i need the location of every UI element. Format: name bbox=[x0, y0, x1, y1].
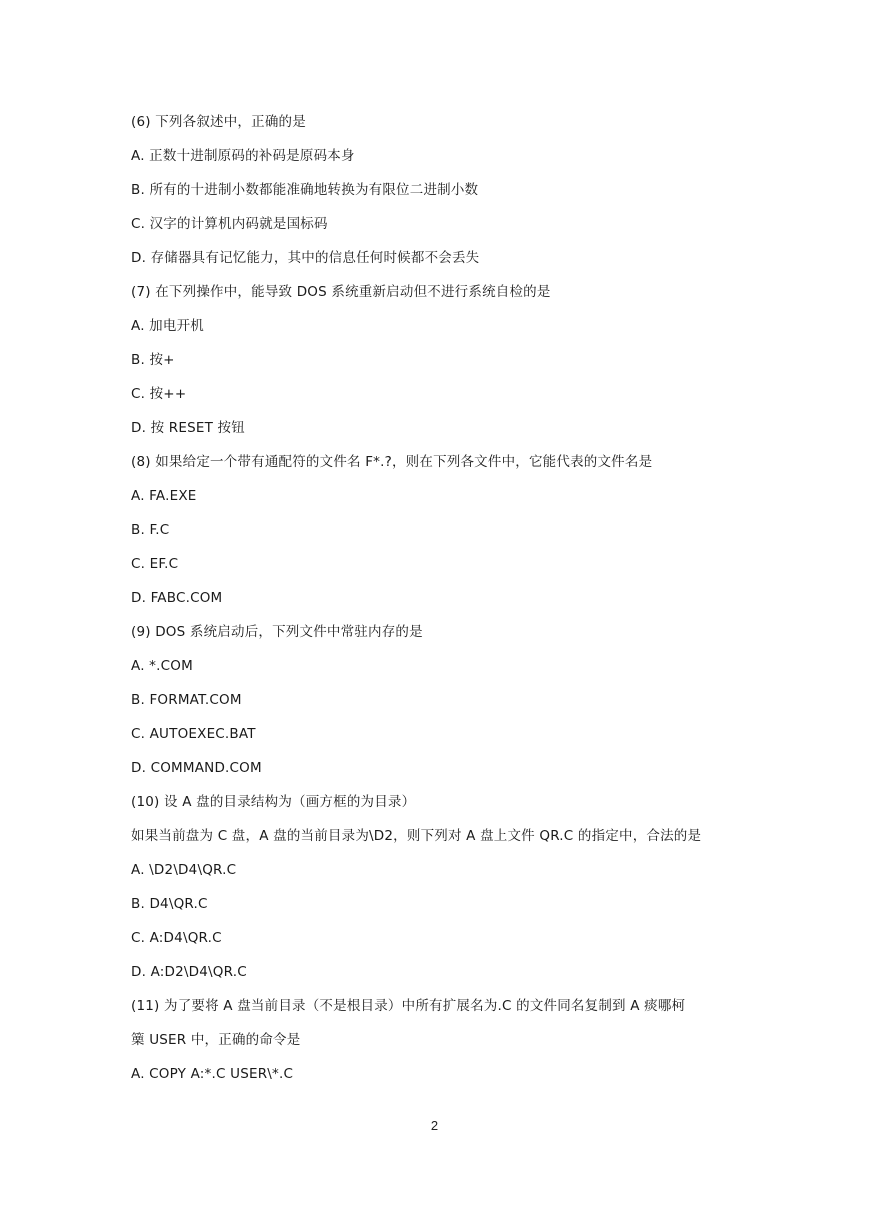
question-7-stem: (7) 在下列操作中，能导致 DOS 系统重新启动但不进行系统自检的是 bbox=[131, 284, 551, 300]
question-8-option-a: A. FA.EXE bbox=[131, 488, 197, 504]
question-7-option-b: B. 按+ bbox=[131, 352, 175, 368]
question-8-stem: (8) 如果给定一个带有通配符的文件名 F*.?，则在下列各文件中，它能代表的文件名是 bbox=[131, 454, 653, 470]
question-10-stem: (10) 设 A 盘的目录结构为（画方框的为目录） bbox=[131, 794, 416, 810]
question-6-stem: (6) 下列各叙述中，正确的是 bbox=[131, 114, 306, 130]
question-9-option-c: C. AUTOEXEC.BAT bbox=[131, 726, 256, 742]
question-10-option-c: C. A:D4\QR.C bbox=[131, 930, 222, 946]
question-6-option-b: B. 所有的十进制小数都能准确地转换为有限位二进制小数 bbox=[131, 182, 479, 198]
question-9-stem: (9) DOS 系统启动后，下列文件中常驻内存的是 bbox=[131, 624, 423, 640]
question-8-option-d: D. FABC.COM bbox=[131, 590, 223, 606]
question-6-option-d: D. 存储器具有记忆能力，其中的信息任何时候都不会丢失 bbox=[131, 250, 480, 266]
question-9-option-b: B. FORMAT.COM bbox=[131, 692, 242, 708]
question-11-stem-line-2: 篥 USER 中，正确的命令是 bbox=[131, 1032, 301, 1048]
question-11-option-a: A. COPY A:*.C USER\*.C bbox=[131, 1066, 294, 1082]
question-10-option-b: B. D4\QR.C bbox=[131, 896, 208, 912]
question-9-option-a: A. *.COM bbox=[131, 658, 193, 674]
question-11-stem-line-1: (11) 为了要将 A 盘当前目录（不是根目录）中所有扩展名为.C 的文件同名复制到 A 痰哪柯 bbox=[131, 998, 686, 1014]
question-6-option-c: C. 汉字的计算机内码就是国标码 bbox=[131, 216, 328, 232]
question-10-option-a: A. \D2\D4\QR.C bbox=[131, 862, 237, 878]
question-10-option-d: D. A:D2\D4\QR.C bbox=[131, 964, 247, 980]
page-number: 2 bbox=[430, 1118, 439, 1133]
question-8-option-c: C. EF.C bbox=[131, 556, 179, 572]
question-7-option-a: A. 加电开机 bbox=[131, 318, 204, 334]
question-8-option-b: B. F.C bbox=[131, 522, 170, 538]
question-7-option-c: C. 按++ bbox=[131, 386, 187, 402]
question-7-option-d: D. 按 RESET 按钮 bbox=[131, 420, 245, 436]
question-9-option-d: D. COMMAND.COM bbox=[131, 760, 262, 776]
question-6-option-a: A. 正数十进制原码的补码是原码本身 bbox=[131, 148, 355, 164]
question-10-context: 如果当前盘为 C 盘，A 盘的当前目录为\D2，则下列对 A 盘上文件 QR.C 的指定中，合法的是 bbox=[131, 828, 702, 844]
question-text-block bbox=[131, 111, 771, 1097]
